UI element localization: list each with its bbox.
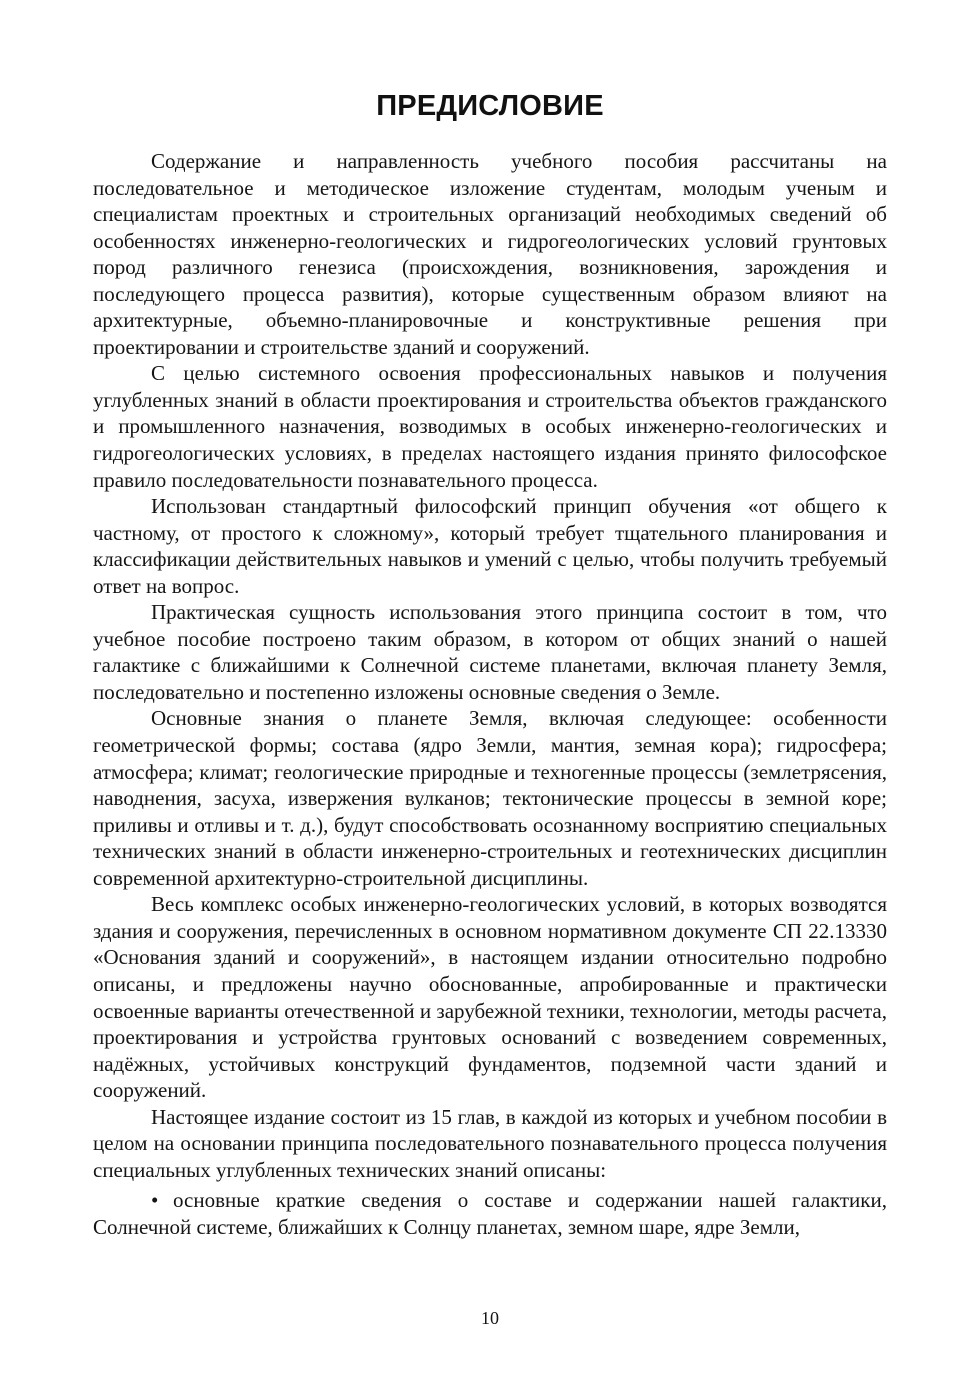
bullet-icon: • — [151, 1188, 159, 1213]
body-text — [93, 148, 887, 1240]
paragraph-2: С целью системного освоения профессиональных навыков и получения углубленных знаний в области проектирования и строительства объектов гражданского и промышленного назначения, возводимых в особых инженерно-геологических и гидрогеологических условиях, в пределах настоящего издания принято философское правило последовательности познавательного процесса. — [93, 361, 887, 492]
bullet-item-text: основные краткие сведения о составе и содержании нашей галактики, Солнечной системе, ближайших к Солнцу планетах, земном шаре, ядре Земли, — [93, 1188, 887, 1239]
page-title: ПРЕДИСЛОВИЕ — [376, 90, 604, 122]
paragraph-5: Основные знания о планете Земля, включая следующее: особенности геометрической формы; состава (ядро Земли, мантия, земная кора); гидросфера; атмосфера; климат; геологические природные и техногенные процессы (землетрясения, наводнения, засуха, извержения вулканов; тектонические процессы в земной коре; приливы и отливы и т. д.), будут способствовать осознанному восприятию специальных технических знаний в области инженерно-строительных и геотехнических дисциплин современной архитектурно-строительной дисциплины. — [93, 706, 887, 890]
paragraph-7: Настоящее издание состоит из 15 глав, в каждой из которых и учебном пособии в целом на основании принципа последовательного познавательного процесса получения специальных углубленных технических знаний описаны: — [93, 1104, 887, 1182]
paragraph-3: Использован стандартный философский принцип обучения «от общего к частному, от простого к сложному», который требует тщательного планирования и классификации действительных навыков и умений с целью, чтобы получить требуемый ответ на вопрос. — [93, 494, 887, 598]
paragraph-4: Практическая сущность использования этого принципа состоит в том, что учебное пособие построено таким образом, в котором от общих знаний о нашей галактике с ближайшими к Солнечной системе планетами, включая планету Земля, последовательно и постепенно изложены основные сведения о Земле. — [93, 600, 887, 704]
bullet-list-item — [93, 1187, 887, 1240]
page-number: 10 — [481, 1308, 499, 1328]
paragraph-6: Весь комплекс особых инженерно-геологических условий, в которых возводятся здания и сооружения, перечисленных в основном нормативном документе СП 22.13330 «Основания зданий и сооружений», в настоящем издании относительно подробно описаны, и предложены научно обоснованные, апробированные и практически освоенные варианты отечественной и зарубежной техники, технологии, методы расчета, проектирования и устройства грунтовых оснований с возведением современных, надёжных, устойчивых конструкций фундаментов, подземной части зданий и сооружений. — [93, 892, 887, 1103]
paragraph-1: Содержание и направленность учебного пособия рассчитаны на последовательное и методическое изложение студентам, молодым ученым и специалистам проектных и строительных организаций необходимых сведений об особенностях инженерно-геологических и гидрогеологических условий грунтовых пород различного генезиса (происхождения, возникновения, зарождения и последующего процесса развития), которые существенным образом влияют на архитектурные, объемно-планировочные и конструктивные решения при проектировании и строительстве зданий и сооружений. — [93, 149, 887, 359]
